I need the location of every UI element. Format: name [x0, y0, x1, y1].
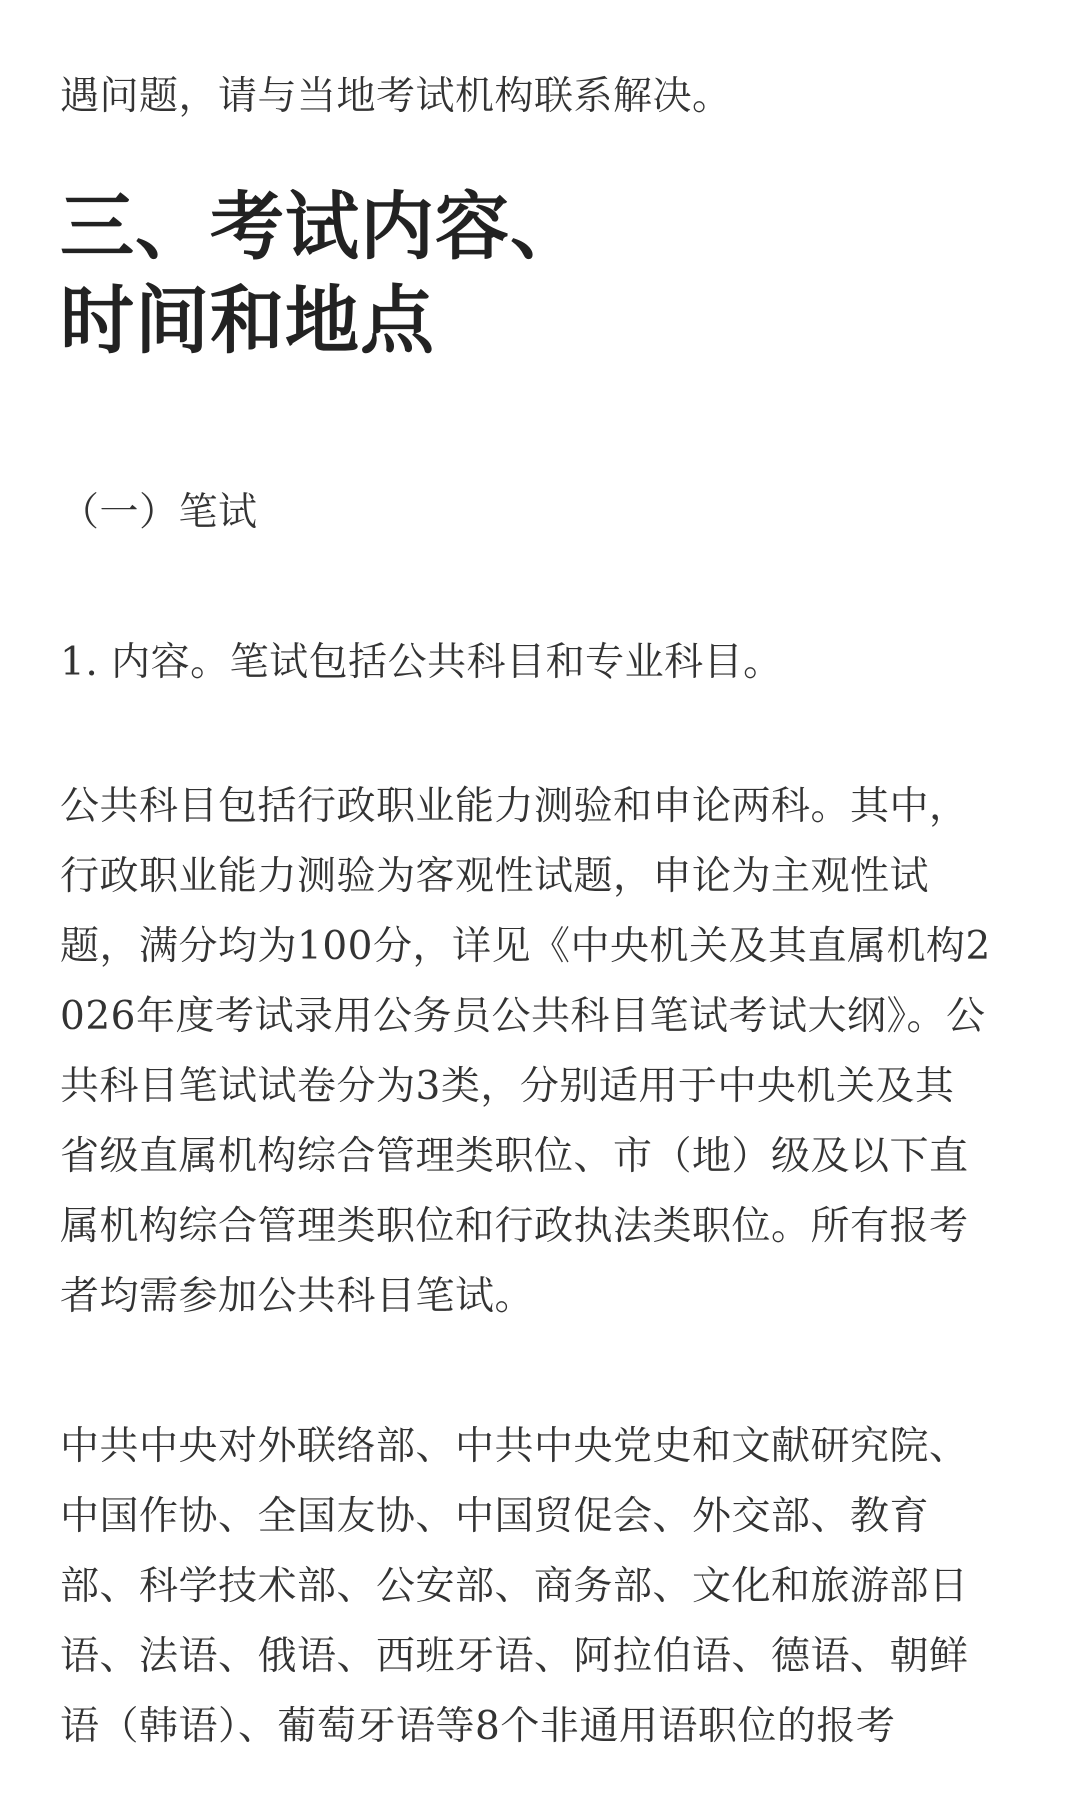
paragraph-1-line: 题，满分均为100分，详见《中央机关及其直属机构2: [60, 924, 991, 969]
paragraph-2-line: 部、科学技术部、公安部、商务部、文化和旅游部日: [60, 1564, 969, 1609]
paragraph-2-line: 中共中央对外联络部、中共中央党史和文献研究院、: [60, 1424, 969, 1469]
subsection-title: （一）笔试: [60, 490, 258, 535]
paragraph-1-line: 共科目笔试试卷分为3类，分别适用于中央机关及其: [60, 1064, 955, 1109]
paragraph-2-line: 语（韩语）、葡萄牙语等8个非通用语职位的报考: [60, 1704, 896, 1749]
paragraph-1-line: 行政职业能力测验为客观性试题，申论为主观性试: [60, 854, 930, 899]
section-heading-line-2: 时间和地点: [60, 278, 435, 364]
intro-text: 遇问题，请与当地考试机构联系解决。: [60, 74, 732, 119]
paragraph-1-line: 公共科目包括行政职业能力测验和申论两科。其中，: [60, 784, 969, 829]
paragraph-2-line: 中国作协、全国友协、中国贸促会、外交部、教育: [60, 1494, 930, 1539]
paragraph-2-line: 语、法语、俄语、西班牙语、阿拉伯语、德语、朝鲜: [60, 1634, 969, 1679]
paragraph-1-line: 026年度考试录用公务员公共科目笔试考试大纲》。公: [60, 994, 986, 1039]
paragraph-1-line: 属机构综合管理类职位和行政执法类职位。所有报考: [60, 1204, 969, 1249]
paragraph-1-line: 者均需参加公共科目笔试。: [60, 1274, 535, 1319]
item-1-text: 1. 内容。笔试包括公共科目和专业科目。: [60, 640, 783, 685]
paragraph-1-line: 省级直属机构综合管理类职位、市（地）级及以下直: [60, 1134, 969, 1179]
section-heading-line-1: 三、考试内容、: [60, 184, 585, 270]
